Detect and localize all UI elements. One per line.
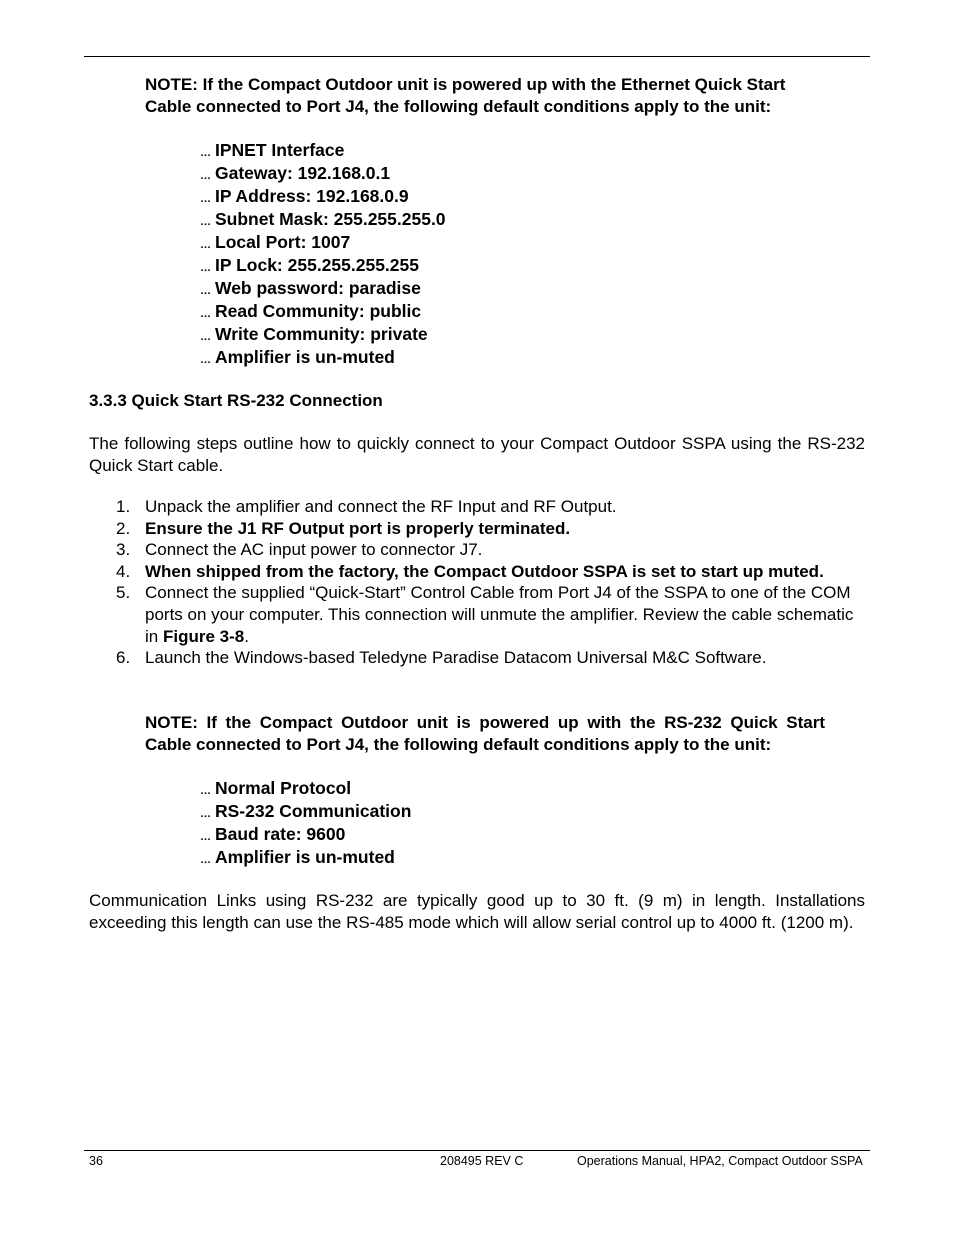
list-item: … IP Address: 192.168.0.9 (200, 185, 446, 208)
step-number: 5. (116, 583, 131, 603)
header-rule (84, 56, 870, 57)
doc-number: 208495 REV C (440, 1154, 524, 1168)
step-number: 3. (116, 540, 131, 560)
section-heading: 3.3.3 Quick Start RS-232 Connection (89, 391, 383, 410)
closing-paragraph: Communication Links using RS-232 are typically good up to 30 ft. (9 m) in length. Installations exceeding this length can use the RS-485 mode which will allow serial control up to 4000 ft. (1200 m). (89, 891, 865, 932)
step-text: Connect the supplied “Quick-Start” Control Cable from Port J4 of the SSPA to one of the COM ports on your computer. This connection will unmute the amplifier. Review the cable schematic in (145, 583, 854, 646)
step-item (89, 561, 865, 583)
list-item: … Normal Protocol (200, 777, 411, 800)
step-item (89, 647, 865, 669)
list-item: … Web password: paradise (200, 277, 446, 300)
ethernet-note: NOTE: If the Compact Outdoor unit is powered up with the Ethernet Quick Start Cable connected to Port J4, the following default conditions apply to the unit: (145, 75, 786, 116)
intro-paragraph: The following steps outline how to quickly connect to your Compact Outdoor SSPA using the RS-232 Quick Start cable. (89, 434, 865, 475)
step-number: 2. (116, 518, 131, 538)
bullet-icon: … (200, 285, 211, 297)
bullet-icon: … (200, 147, 211, 159)
step-item (89, 518, 865, 540)
step-item: 5. Connect the supplied “Quick-Start” Control Cable from Port J4 of the SSPA to one of the COM ports on your computer. This connection will unmute the amplifier. Review the cable schematic in Figure 3-8. (116, 583, 854, 646)
step-text: Ensure the J1 RF Output port is properly terminated. (145, 518, 571, 538)
rs232-note: NOTE: If the Compact Outdoor unit is powered up with the RS-232 Quick Start Cable connected to Port J4, the following default conditions apply to the unit: (145, 713, 825, 754)
figure-reference: Figure 3-8 (162, 626, 245, 646)
bullet-icon: … (200, 239, 211, 251)
list-item: … Baud rate: 9600 (200, 823, 411, 846)
step-number: 1. (116, 497, 131, 516)
bullet-icon: … (200, 785, 211, 797)
list-item: … RS-232 Communication (200, 800, 411, 823)
bullet-icon: … (200, 808, 211, 820)
list-item: … Write Community: private (200, 323, 446, 346)
list-item: … Read Community: public (200, 300, 446, 323)
bullet-icon: … (200, 854, 211, 866)
step-text: Unpack the amplifier and connect the RF Input and RF Output. (145, 497, 617, 516)
bullet-icon: … (200, 354, 211, 366)
step-item (89, 496, 865, 518)
steps-list (89, 496, 865, 669)
bullet-icon: … (200, 193, 211, 205)
list-item: … Gateway: 192.168.0.1 (200, 162, 446, 185)
list-item: … Local Port: 1007 (200, 231, 446, 254)
step-text: Launch the Windows-based Teledyne Paradise Datacom Universal M&C Software. (145, 648, 767, 668)
manual-title: Operations Manual, HPA2, Compact Outdoor SSPA (577, 1154, 863, 1168)
bullet-icon: … (200, 331, 211, 343)
bullet-icon: … (200, 262, 211, 274)
step-number: 6. (116, 648, 131, 668)
list-item: … IP Lock: 255.255.255.255 (200, 254, 446, 277)
step-number: 4. (116, 561, 131, 581)
step-item (89, 539, 865, 561)
bullet-icon: … (200, 308, 211, 320)
ethernet-defaults-list (200, 139, 446, 369)
footer-rule (84, 1150, 870, 1151)
bullet-icon: … (200, 831, 211, 843)
list-item: … Subnet Mask: 255.255.255.0 (200, 208, 446, 231)
rs232-defaults-list (200, 777, 411, 869)
page-number: 36 (89, 1154, 103, 1168)
bullet-icon: … (200, 170, 211, 182)
step-text: When shipped from the factory, the Compact Outdoor SSPA is set to start up muted. (145, 561, 824, 581)
list-item: … Amplifier is un-muted (200, 346, 446, 369)
list-item: … Amplifier is un-muted (200, 846, 411, 869)
step-text: Connect the AC input power to connector J7. (145, 540, 483, 560)
bullet-icon: … (200, 216, 211, 228)
list-item: … IPNET Interface (200, 139, 446, 162)
